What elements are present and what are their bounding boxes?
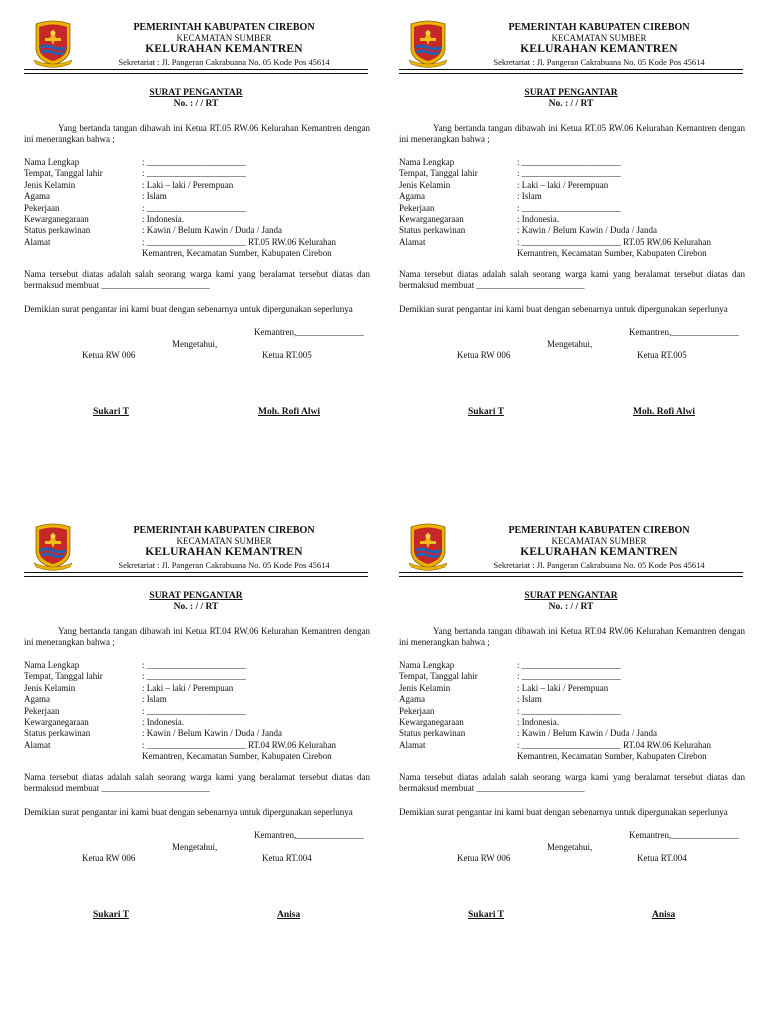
acknowledged-label: Mengetahui, (547, 842, 593, 852)
intro-paragraph: Yang bertanda tangan dibawah ini Ketua RT.05 RW.06 Kelurahan Kemantren dengan ini menerangkan bahwa ; (399, 123, 745, 144)
field-row (24, 237, 370, 248)
field-label: Agama (399, 694, 425, 705)
closing-paragraph: Demikian surat pengantar ini kami buat dengan sebenarnya untuk dipergunakan seperlunya (24, 807, 353, 817)
letter-rt04-right (399, 521, 751, 1011)
field-label: Pekerjaan (399, 202, 435, 213)
letter-rt04-left (24, 521, 376, 1011)
field-row (399, 191, 745, 202)
letter-number: No. : / / RT (548, 99, 594, 109)
field-row (24, 740, 370, 751)
field-label: Jenis Kelamin (399, 179, 451, 190)
field-label: Jenis Kelamin (24, 682, 76, 693)
field-label: Status perkawinan (24, 728, 91, 739)
rt-head-name: Moh. Rofi Alwi (633, 407, 696, 417)
district-name: KECAMATAN SUMBER (176, 536, 272, 546)
field-value: : ______________________ (517, 705, 621, 716)
field-label: Pekerjaan (399, 705, 435, 716)
field-value: : Kawin / Belum Kawin / Duda / Janda (517, 225, 657, 236)
village-name: KELURAHAN KEMANTREN (520, 43, 678, 55)
address-value: : ______________________ RT.05 RW.06 Kelurahan (517, 236, 711, 247)
district-name: KECAMATAN SUMBER (551, 33, 647, 43)
place-date: Kemantren,_______________ (629, 327, 739, 337)
field-label: Pekerjaan (24, 202, 60, 213)
address-continuation: Kemantren, Kecamatan Sumber, Kabupaten Cirebon (517, 248, 707, 259)
field-label: Status perkawinan (399, 225, 466, 236)
field-label: Agama (399, 191, 425, 202)
field-label: Alamat (24, 739, 51, 750)
field-row (399, 168, 745, 179)
field-row (399, 671, 745, 682)
rt-head-title: Ketua RT.005 (637, 350, 687, 360)
field-row (24, 214, 370, 225)
resident-fields (24, 660, 370, 763)
field-row (24, 694, 370, 705)
secretariat-address: Sekretariat : Jl. Pangeran Cakrabuana No. 05 Kode Pos 45614 (118, 560, 330, 570)
field-label: Agama (24, 694, 50, 705)
cirebon-regency-emblem-icon (32, 521, 74, 571)
field-value: : ______________________ (517, 168, 621, 179)
field-value: : ______________________ (142, 671, 246, 682)
field-row (399, 203, 745, 214)
acknowledged-label: Mengetahui, (172, 339, 218, 349)
field-label: Nama Lengkap (399, 157, 455, 167)
field-value: : Kawin / Belum Kawin / Duda / Janda (142, 728, 282, 739)
intro-paragraph: Yang bertanda tangan dibawah ini Ketua RT.04 RW.06 Kelurahan Kemantren dengan ini menerangkan bahwa ; (399, 626, 745, 647)
field-value: : Indonesia. (517, 716, 559, 727)
letter-number: No. : / / RT (173, 602, 219, 612)
field-value: : Islam (517, 191, 542, 202)
rw-head-name: Sukari T (93, 910, 129, 920)
field-row (399, 225, 745, 236)
field-value: : ______________________ (517, 202, 621, 213)
field-label: Kewarganegaraan (24, 213, 89, 224)
rt-head-name: Anisa (277, 910, 301, 920)
field-value: : ______________________ (142, 157, 246, 167)
rw-head-title: Ketua RW 006 (82, 853, 136, 863)
field-label: Alamat (399, 236, 426, 247)
field-row (399, 180, 745, 191)
field-label: Tempat, Tanggal lahir (399, 671, 478, 682)
header-rule (399, 73, 743, 74)
field-row (24, 225, 370, 236)
acknowledged-label: Mengetahui, (547, 339, 593, 349)
field-label: Kewarganegaraan (24, 716, 89, 727)
rw-head-name: Sukari T (93, 407, 129, 417)
government-name: PEMERINTAH KABUPATEN CIREBON (133, 525, 315, 536)
field-value: : Islam (142, 191, 167, 202)
header-rule (399, 572, 743, 573)
header-rule (24, 73, 368, 74)
field-row (399, 717, 745, 728)
rt-head-name: Anisa (652, 910, 676, 920)
field-row (24, 717, 370, 728)
field-row (24, 751, 370, 762)
field-row (24, 706, 370, 717)
field-row (399, 728, 745, 739)
field-label: Alamat (399, 739, 426, 750)
resident-fields (24, 157, 370, 260)
purpose-paragraph: Nama tersebut diatas adalah salah seorang warga kami yang beralamat tersebut diatas dan bermaksud membuat ________________________ (399, 269, 745, 290)
letter-title: SURAT PENGANTAR (524, 88, 618, 98)
field-label: Nama Lengkap (24, 660, 80, 670)
field-value: : Laki – laki / Perempuan (517, 682, 609, 693)
letter-title: SURAT PENGANTAR (524, 591, 618, 601)
field-label: Agama (24, 191, 50, 202)
field-label: Jenis Kelamin (399, 682, 451, 693)
header-rule (24, 576, 368, 577)
field-value: : ______________________ (517, 660, 621, 670)
field-value: : Islam (517, 694, 542, 705)
district-name: KECAMATAN SUMBER (176, 33, 272, 43)
acknowledged-label: Mengetahui, (172, 842, 218, 852)
address-value: : ______________________ RT.04 RW.06 Kelurahan (517, 739, 711, 750)
field-value: : ______________________ (517, 671, 621, 682)
secretariat-address: Sekretariat : Jl. Pangeran Cakrabuana No. 05 Kode Pos 45614 (493, 57, 705, 67)
rw-head-title: Ketua RW 006 (82, 350, 136, 360)
rt-head-title: Ketua RT.004 (262, 853, 312, 863)
closing-paragraph: Demikian surat pengantar ini kami buat dengan sebenarnya untuk dipergunakan seperlunya (24, 304, 353, 314)
letter-number: No. : / / RT (548, 602, 594, 612)
field-row (399, 214, 745, 225)
address-continuation: Kemantren, Kecamatan Sumber, Kabupaten Cirebon (517, 751, 707, 762)
field-label: Alamat (24, 236, 51, 247)
field-row (24, 728, 370, 739)
rt-head-title: Ketua RT.005 (262, 350, 312, 360)
field-row (24, 168, 370, 179)
field-row (24, 248, 370, 259)
field-row (399, 740, 745, 751)
purpose-paragraph: Nama tersebut diatas adalah salah seorang warga kami yang beralamat tersebut diatas dan bermaksud membuat ________________________ (24, 269, 370, 290)
field-value: : Islam (142, 694, 167, 705)
field-row (399, 683, 745, 694)
field-row (399, 157, 745, 168)
field-value: : Kawin / Belum Kawin / Duda / Janda (517, 728, 657, 739)
field-row (399, 660, 745, 671)
address-continuation: Kemantren, Kecamatan Sumber, Kabupaten Cirebon (142, 248, 332, 259)
field-label: Pekerjaan (24, 705, 60, 716)
letter-number: No. : / / RT (173, 99, 219, 109)
address-value: : ______________________ RT.04 RW.06 Kelurahan (142, 739, 336, 750)
field-row (24, 191, 370, 202)
field-value: : Laki – laki / Perempuan (142, 682, 234, 693)
field-row (24, 180, 370, 191)
field-value: : Laki – laki / Perempuan (517, 179, 609, 190)
field-row (399, 248, 745, 259)
letter-title: SURAT PENGANTAR (149, 88, 243, 98)
address-value: : ______________________ RT.05 RW.06 Kelurahan (142, 236, 336, 247)
intro-paragraph: Yang bertanda tangan dibawah ini Ketua RT.05 RW.06 Kelurahan Kemantren dengan ini menerangkan bahwa ; (24, 123, 370, 144)
field-value: : ______________________ (517, 157, 621, 167)
closing-paragraph: Demikian surat pengantar ini kami buat dengan sebenarnya untuk dipergunakan seperlunya (399, 807, 728, 817)
field-row (399, 237, 745, 248)
field-row (399, 751, 745, 762)
field-value: : ______________________ (142, 202, 246, 213)
rw-head-name: Sukari T (468, 407, 504, 417)
field-label: Tempat, Tanggal lahir (24, 168, 103, 179)
secretariat-address: Sekretariat : Jl. Pangeran Cakrabuana No. 05 Kode Pos 45614 (493, 560, 705, 570)
field-label: Status perkawinan (24, 225, 91, 236)
resident-fields (399, 157, 745, 260)
village-name: KELURAHAN KEMANTREN (145, 43, 303, 55)
field-label: Nama Lengkap (24, 157, 80, 167)
field-value: : ______________________ (142, 660, 246, 670)
field-value: : ______________________ (142, 705, 246, 716)
letter-rt05-right (399, 18, 751, 508)
header-rule (24, 69, 368, 70)
field-value: : Indonesia. (142, 213, 184, 224)
field-label: Nama Lengkap (399, 660, 455, 670)
field-label: Tempat, Tanggal lahir (399, 168, 478, 179)
field-row (399, 706, 745, 717)
cirebon-regency-emblem-icon (407, 521, 449, 571)
field-row (24, 157, 370, 168)
field-value: : Indonesia. (142, 716, 184, 727)
cirebon-regency-emblem-icon (407, 18, 449, 68)
field-row (24, 671, 370, 682)
header-rule (399, 576, 743, 577)
letter-title: SURAT PENGANTAR (149, 591, 243, 601)
rw-head-title: Ketua RW 006 (457, 853, 511, 863)
field-label: Kewarganegaraan (399, 213, 464, 224)
field-row (24, 660, 370, 671)
government-name: PEMERINTAH KABUPATEN CIREBON (508, 525, 690, 536)
rt-head-name: Moh. Rofi Alwi (258, 407, 321, 417)
place-date: Kemantren,_______________ (254, 830, 364, 840)
field-value: : ______________________ (142, 168, 246, 179)
rw-head-title: Ketua RW 006 (457, 350, 511, 360)
field-row (24, 683, 370, 694)
government-name: PEMERINTAH KABUPATEN CIREBON (508, 22, 690, 33)
place-date: Kemantren,_______________ (629, 830, 739, 840)
village-name: KELURAHAN KEMANTREN (145, 546, 303, 558)
field-value: : Kawin / Belum Kawin / Duda / Janda (142, 225, 282, 236)
intro-paragraph: Yang bertanda tangan dibawah ini Ketua RT.04 RW.06 Kelurahan Kemantren dengan ini menerangkan bahwa ; (24, 626, 370, 647)
rt-head-title: Ketua RT.004 (637, 853, 687, 863)
closing-paragraph: Demikian surat pengantar ini kami buat dengan sebenarnya untuk dipergunakan seperlunya (399, 304, 728, 314)
letter-rt05-left (24, 18, 376, 508)
field-value: : Indonesia. (517, 213, 559, 224)
address-continuation: Kemantren, Kecamatan Sumber, Kabupaten Cirebon (142, 751, 332, 762)
field-row (399, 694, 745, 705)
purpose-paragraph: Nama tersebut diatas adalah salah seorang warga kami yang beralamat tersebut diatas dan bermaksud membuat ________________________ (24, 772, 370, 793)
field-label: Jenis Kelamin (24, 179, 76, 190)
field-label: Kewarganegaraan (399, 716, 464, 727)
government-name: PEMERINTAH KABUPATEN CIREBON (133, 22, 315, 33)
field-label: Tempat, Tanggal lahir (24, 671, 103, 682)
purpose-paragraph: Nama tersebut diatas adalah salah seorang warga kami yang beralamat tersebut diatas dan bermaksud membuat ________________________ (399, 772, 745, 793)
secretariat-address: Sekretariat : Jl. Pangeran Cakrabuana No. 05 Kode Pos 45614 (118, 57, 330, 67)
field-label: Status perkawinan (399, 728, 466, 739)
rw-head-name: Sukari T (468, 910, 504, 920)
field-row (24, 203, 370, 214)
district-name: KECAMATAN SUMBER (551, 536, 647, 546)
header-rule (24, 572, 368, 573)
place-date: Kemantren,_______________ (254, 327, 364, 337)
village-name: KELURAHAN KEMANTREN (520, 546, 678, 558)
cirebon-regency-emblem-icon (32, 18, 74, 68)
resident-fields (399, 660, 745, 763)
header-rule (399, 69, 743, 70)
field-value: : Laki – laki / Perempuan (142, 179, 234, 190)
